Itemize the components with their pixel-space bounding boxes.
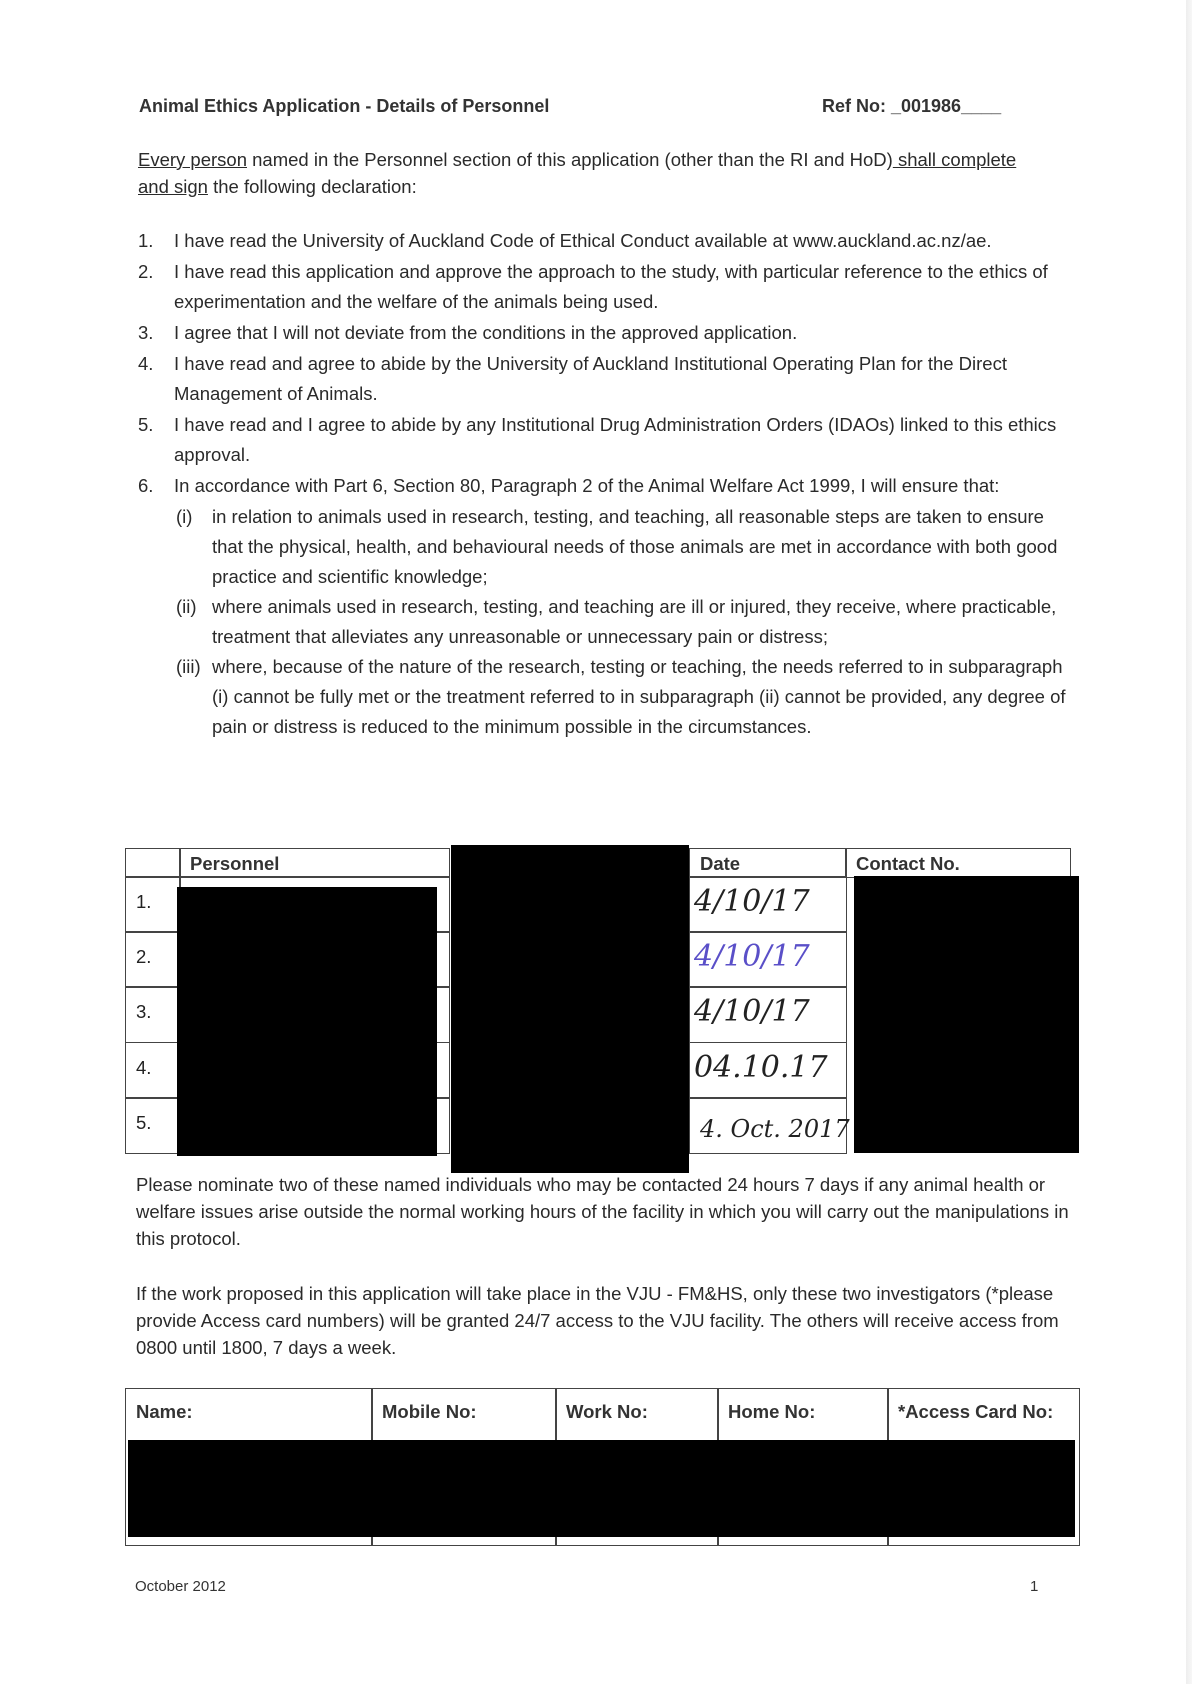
item-text: I have read and agree to abide by the University of Auckland Institutional Operating Plan for the Direct Management of Animals. xyxy=(174,353,1007,404)
row-number: 3. xyxy=(125,986,181,1043)
item-text: In accordance with Part 6, Section 80, Paragraph 2 of the Animal Welfare Act 1999, I will ensure that: xyxy=(174,475,1000,496)
item-number: 4. xyxy=(138,353,154,374)
subitem-text: where, because of the nature of the research, testing or teaching, the needs referred to in subparagraph (i) cannot be fully met or the treatment referred to in subparagraph (ii) cannot be provided, any degree of pain or distress is reduced to the minimum possible in the circumstances. xyxy=(212,656,1066,737)
redaction-personnel xyxy=(177,887,437,1156)
ref-number: Ref No: _001986____ xyxy=(822,96,1002,116)
row-number: 1. xyxy=(125,876,181,933)
header-access-card: *Access Card No: xyxy=(887,1388,1080,1546)
document-title: Animal Ethics Application - Details of Personnel xyxy=(139,96,550,116)
declaration-item xyxy=(138,318,1068,348)
redaction-contact xyxy=(854,876,1079,1153)
declaration-item xyxy=(138,410,1068,470)
item-number: 5. xyxy=(138,414,154,435)
redaction-signature xyxy=(451,845,689,1173)
header-home: Home No: xyxy=(717,1388,889,1546)
intro-underline-2: shall complete and sign xyxy=(138,149,1017,197)
declaration-item xyxy=(138,349,1068,409)
declaration-item xyxy=(138,257,1068,317)
row-number: 4. xyxy=(125,1042,181,1099)
item-text: I have read and I agree to abide by any Institutional Drug Administration Orders (IDAOs) linked to this ethics approval. xyxy=(174,414,1057,465)
handwritten-date: 4. Oct. 2017 xyxy=(700,1115,850,1143)
subitem xyxy=(176,592,1068,652)
handwritten-date: 4/10/17 xyxy=(694,939,810,974)
item-number: 3. xyxy=(138,322,154,343)
header-work: Work No: xyxy=(555,1388,719,1546)
item-text: I have read the University of Auckland Code of Ethical Conduct available at www.auckland.ac.nz/ae. xyxy=(174,230,992,251)
header-date: Date xyxy=(689,848,847,878)
subitem xyxy=(176,652,1068,742)
item-number: 1. xyxy=(138,230,154,251)
declaration-item xyxy=(138,226,1068,256)
item-text: I have read this application and approve the approach to the study, with particular reference to the ethics of experimentation and the welfare of the animals being used. xyxy=(174,261,1048,312)
access-paragraph: If the work proposed in this application will take place in the VJU - FM&HS, only these two investigators (*please provide Access card numbers) will be granted 24/7 access to the VJU facility. The others will receive access from 0800 until 1800, 7 days a week. xyxy=(136,1283,1059,1358)
item-number: 6. xyxy=(138,475,154,496)
page-edge xyxy=(1186,0,1192,1684)
declaration-item xyxy=(138,471,1068,501)
declaration-list xyxy=(138,226,1068,742)
handwritten-date: 04.10.17 xyxy=(694,1050,828,1085)
subitem-number: (iii) xyxy=(176,656,201,677)
subitem-number: (i) xyxy=(176,506,193,527)
redaction-contacts xyxy=(128,1440,1075,1537)
handwritten-date: 4/10/17 xyxy=(694,884,810,919)
row-number: 5. xyxy=(125,1097,181,1154)
header-mobile: Mobile No: xyxy=(371,1388,557,1546)
subitem-text: in relation to animals used in research, testing, and teaching, all reasonable steps are taken to ensure that the physical, health, and behavioural needs of those animals are met in accordance with both good practice and scientific knowledge; xyxy=(212,506,1058,587)
intro-part: named in the Personnel section of this application (other than the RI and HoD) xyxy=(247,149,893,170)
item-number: 2. xyxy=(138,261,154,282)
subitem-number: (ii) xyxy=(176,596,197,617)
footer-date: October 2012 xyxy=(135,1578,226,1595)
row-number: 2. xyxy=(125,931,181,988)
item-text: I agree that I will not deviate from the conditions in the approved application. xyxy=(174,322,798,343)
handwritten-date: 4/10/17 xyxy=(694,994,810,1029)
header-personnel: Personnel xyxy=(179,848,450,878)
page-number: 1 xyxy=(1030,1578,1039,1595)
header-contact: Contact No. xyxy=(845,848,1071,878)
subitem-text: where animals used in research, testing, and teaching are ill or injured, they receive, where practicable, treatment that alleviates any unreasonable or unnecessary pain or distress; xyxy=(212,596,1057,647)
nominate-paragraph: Please nominate two of these named individuals who may be contacted 24 hours 7 days if any animal health or welfare issues arise outside the normal working hours of the facility in which you will carry out the manipulations in this protocol. xyxy=(136,1174,1069,1249)
intro-text xyxy=(138,146,1018,200)
header-name: Name: xyxy=(125,1388,373,1546)
subitem xyxy=(176,502,1068,592)
intro-part: the following declaration: xyxy=(207,176,417,197)
intro-underline-1: Every person xyxy=(138,149,247,170)
